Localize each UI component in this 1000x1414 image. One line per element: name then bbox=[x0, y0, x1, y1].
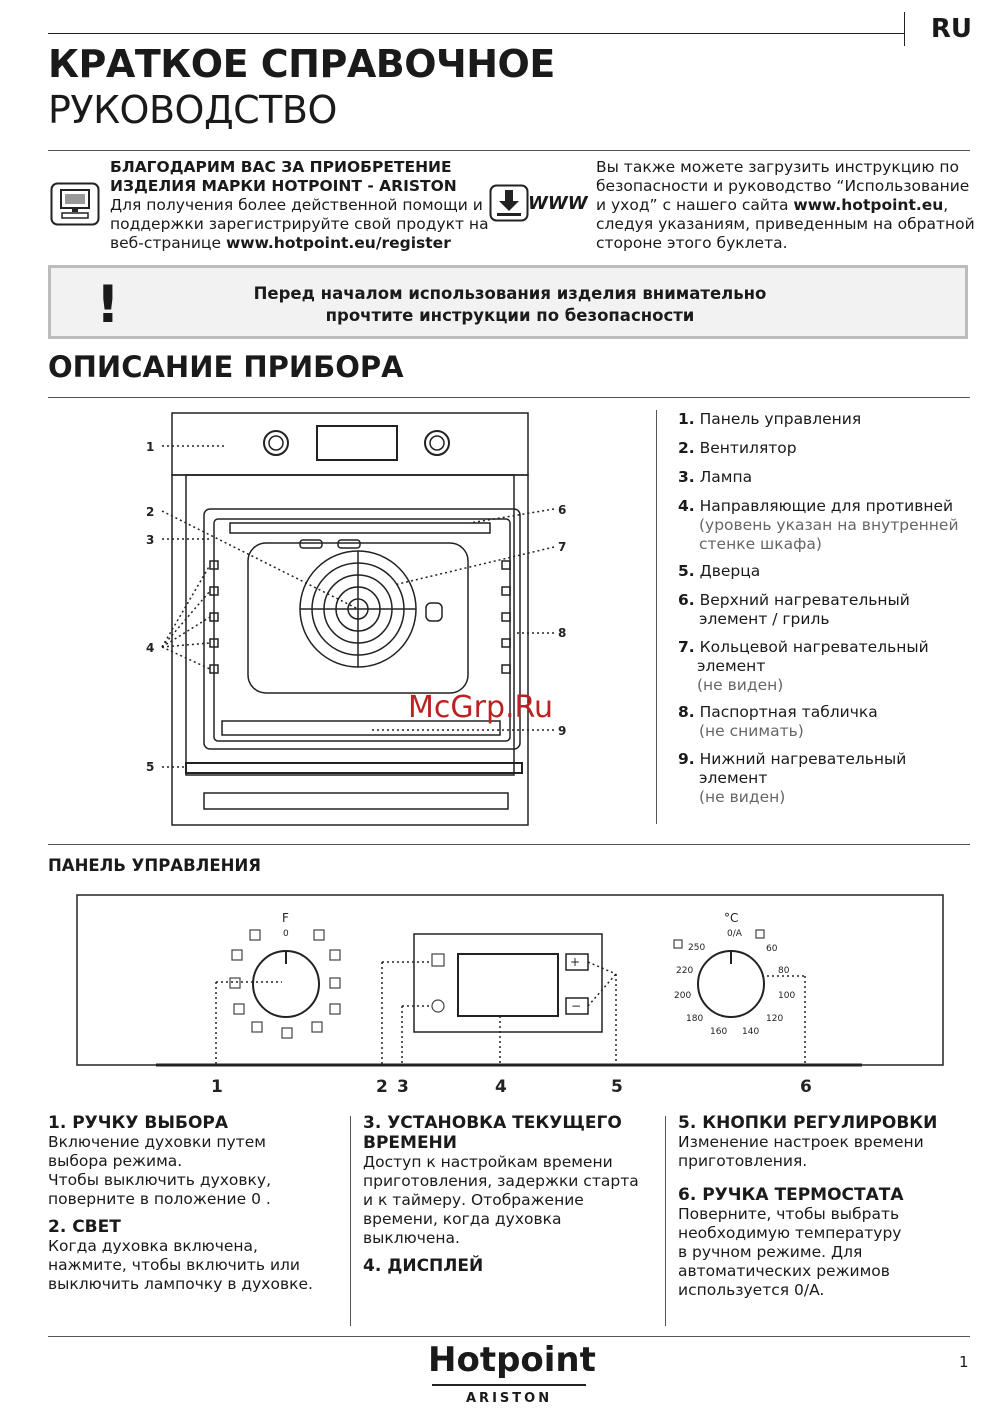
legend-text-cont: элемент / гриль bbox=[699, 610, 830, 628]
diagram-label-9: 9 bbox=[558, 724, 567, 738]
panel-num-3: 3 bbox=[397, 1077, 409, 1097]
panel-num-6: 6 bbox=[800, 1077, 812, 1097]
legend-num: 5. bbox=[678, 562, 695, 580]
safety-warning-text bbox=[230, 283, 790, 327]
legend-item-3 bbox=[678, 468, 752, 487]
selector-zero-label: 0 bbox=[283, 929, 289, 939]
legend-subtext: (не виден) bbox=[697, 676, 784, 694]
legend-subtext: (не виден) bbox=[699, 788, 786, 806]
legend-num: 9. bbox=[678, 750, 695, 768]
legend-text: Нижний нагревательный bbox=[699, 750, 907, 768]
thermo-tick: 200 bbox=[674, 991, 692, 1001]
legend-item-4 bbox=[678, 497, 959, 554]
legend-text: Вентилятор bbox=[699, 439, 797, 457]
thermo-tick: 160 bbox=[710, 1027, 728, 1037]
www-label: WWW bbox=[528, 193, 588, 214]
light-heading: 2. СВЕТ bbox=[48, 1217, 121, 1237]
thermo-tick: 220 bbox=[676, 966, 694, 976]
legend-subtext: (уровень указан на внутренней bbox=[699, 516, 959, 534]
download-text-line1: Вы также можете загрузить инструкцию по bbox=[596, 158, 959, 176]
download-text-line2: безопасности и руководство “Использование bbox=[596, 177, 970, 195]
page-subtitle: РУКОВОДСТВО bbox=[48, 88, 337, 132]
selector-f-label: F bbox=[282, 911, 289, 925]
intro-text-line1: Для получения более действенной помощи и bbox=[110, 196, 483, 214]
adjust-text-1: Изменение настроек времени bbox=[678, 1133, 924, 1151]
brand-sub-logo: ARISTON bbox=[466, 1391, 553, 1406]
legend-num: 7. bbox=[678, 638, 695, 656]
column-clock bbox=[363, 1113, 661, 1276]
warning-icon: ! bbox=[96, 275, 120, 335]
clock-text-4: времени, когда духовка bbox=[363, 1210, 562, 1228]
clock-text-5: выключена. bbox=[363, 1229, 460, 1247]
diagram-label-2: 2 bbox=[146, 505, 155, 519]
clock-heading-2: ВРЕМЕНИ bbox=[363, 1133, 458, 1153]
legend-text-cont: элемент bbox=[697, 657, 766, 675]
legend-text: Дверца bbox=[699, 562, 761, 580]
legend-text: Лампа bbox=[699, 468, 753, 486]
selector-text-1: Включение духовки путем bbox=[48, 1133, 266, 1151]
legend-subtext: стенке шкафа) bbox=[699, 535, 822, 553]
language-code: RU bbox=[930, 14, 972, 44]
light-text-2: нажмите, чтобы включить или bbox=[48, 1256, 301, 1274]
legend-item-5 bbox=[678, 562, 760, 581]
thermostat-text-2: необходимую температуру bbox=[678, 1224, 902, 1242]
thermo-tick: 250 bbox=[688, 943, 706, 953]
light-text-3: выключить лампочку в духовке. bbox=[48, 1275, 313, 1293]
thermo-tick: 140 bbox=[742, 1027, 760, 1037]
thermo-tick: 100 bbox=[778, 991, 796, 1001]
thermo-tick: 120 bbox=[766, 1014, 784, 1024]
diagram-label-5: 5 bbox=[146, 760, 155, 774]
download-text-comma: , bbox=[943, 196, 949, 214]
panel-num-1: 1 bbox=[211, 1077, 223, 1097]
diagram-label-8: 8 bbox=[558, 626, 567, 640]
download-text-line4: следуя указаниям, приведенным на обратной bbox=[596, 215, 975, 233]
intro-thanks-line1: БЛАГОДАРИМ ВАС ЗА ПРИОБРЕТЕНИЕ bbox=[110, 158, 452, 176]
thermostat-heading: 6. РУЧКА ТЕРМОСТАТА bbox=[678, 1185, 904, 1205]
oven-diagram bbox=[140, 405, 580, 834]
thermostat-text-4: автоматических режимов bbox=[678, 1262, 890, 1280]
legend-num: 8. bbox=[678, 703, 695, 721]
display-heading: 4. ДИСПЛЕЙ bbox=[363, 1256, 484, 1276]
thermo-tick: 60 bbox=[766, 944, 778, 954]
legend-num: 6. bbox=[678, 591, 695, 609]
register-link[interactable]: www.hotpoint.eu/register bbox=[225, 234, 451, 252]
legend-subtext: (не снимать) bbox=[699, 722, 804, 740]
computer-icon bbox=[50, 182, 100, 230]
panel-num-5: 5 bbox=[611, 1077, 623, 1097]
thermostat-text-5: используется 0/A. bbox=[678, 1281, 825, 1299]
diagram-label-6: 6 bbox=[558, 503, 567, 517]
light-text-1: Когда духовка включена, bbox=[48, 1237, 258, 1255]
section-title: ОПИСАНИЕ ПРИБОРА bbox=[48, 350, 404, 384]
page-title: КРАТКОЕ СПРАВОЧНОЕ bbox=[48, 42, 555, 86]
legend-item-1 bbox=[678, 410, 861, 429]
legend-text: Панель управления bbox=[699, 410, 862, 428]
thermo-tick: 180 bbox=[686, 1014, 704, 1024]
intro-text-line3: веб-странице bbox=[110, 234, 226, 252]
legend-num: 3. bbox=[678, 468, 695, 486]
legend-text: Кольцевой нагревательный bbox=[699, 638, 929, 656]
adjust-text-2: приготовления. bbox=[678, 1152, 808, 1170]
legend-item-9 bbox=[678, 750, 906, 807]
intro-text-line2: поддержки зарегистрируйте свой продукт на bbox=[110, 215, 489, 233]
legend-text: Направляющие для противней bbox=[699, 497, 954, 515]
thermo-tick: 80 bbox=[778, 966, 790, 976]
download-icon bbox=[489, 184, 529, 226]
selector-text-3: Чтобы выключить духовку, bbox=[48, 1171, 272, 1189]
warning-line1: Перед началом использования изделия внимательно bbox=[253, 284, 767, 303]
selector-heading: 1. РУЧКУ ВЫБОРА bbox=[48, 1113, 229, 1133]
watermark: McGrp.Ru bbox=[408, 690, 554, 725]
warning-line2: прочтите инструкции по безопасности bbox=[325, 306, 695, 325]
legend-text: Паспортная табличка bbox=[699, 703, 878, 721]
legend-item-7 bbox=[678, 638, 929, 695]
legend-num: 2. bbox=[678, 439, 695, 457]
clock-text-1: Доступ к настройкам времени bbox=[363, 1153, 613, 1171]
minus-button-label[interactable]: − bbox=[571, 999, 582, 1013]
thermostat-text-1: Поверните, чтобы выбрать bbox=[678, 1205, 900, 1223]
legend-text-cont: элемент bbox=[699, 769, 768, 787]
adjust-heading: 5. КНОПКИ РЕГУЛИРОВКИ bbox=[678, 1113, 938, 1133]
thermo-unit-label: °C bbox=[724, 911, 739, 925]
plus-button-label[interactable]: + bbox=[570, 955, 581, 969]
column-selector bbox=[48, 1113, 348, 1294]
download-text-line5: стороне этого буклета. bbox=[596, 234, 788, 252]
panel-num-4: 4 bbox=[495, 1077, 507, 1097]
thermostat-text-3: в ручном режиме. Для bbox=[678, 1243, 863, 1261]
download-text-line3: и уход” с нашего сайта bbox=[596, 196, 794, 214]
thermo-oa-label: 0/A bbox=[727, 929, 742, 939]
site-link[interactable]: www.hotpoint.eu bbox=[793, 196, 944, 214]
clock-text-2: приготовления, задержки старта bbox=[363, 1172, 639, 1190]
control-panel-diagram bbox=[76, 894, 944, 1104]
page-number: 1 bbox=[959, 1353, 969, 1371]
panel-num-2: 2 bbox=[376, 1077, 388, 1097]
clock-text-3: и к таймеру. Отображение bbox=[363, 1191, 584, 1209]
legend-item-8 bbox=[678, 703, 878, 741]
diagram-label-4: 4 bbox=[146, 641, 155, 655]
selector-text-2: выбора режима. bbox=[48, 1152, 183, 1170]
diagram-label-3: 3 bbox=[146, 533, 155, 547]
selector-text-4: поверните в положение 0 . bbox=[48, 1190, 271, 1208]
clock-heading-1: 3. УСТАНОВКА ТЕКУЩЕГО bbox=[363, 1113, 622, 1133]
legend-num: 4. bbox=[678, 497, 695, 515]
column-adjust bbox=[678, 1113, 978, 1300]
legend-item-6 bbox=[678, 591, 910, 629]
brand-logo: Hotpoint bbox=[428, 1340, 596, 1380]
intro-thanks-line2: ИЗДЕЛИЯ МАРКИ HOTPOINT - ARISTON bbox=[110, 177, 457, 195]
legend-text: Верхний нагревательный bbox=[699, 591, 910, 609]
panel-section-title: ПАНЕЛЬ УПРАВЛЕНИЯ bbox=[48, 856, 261, 875]
legend-num: 1. bbox=[678, 410, 695, 428]
legend-item-2 bbox=[678, 439, 797, 458]
diagram-label-7: 7 bbox=[558, 540, 567, 554]
diagram-label-1: 1 bbox=[146, 440, 155, 454]
